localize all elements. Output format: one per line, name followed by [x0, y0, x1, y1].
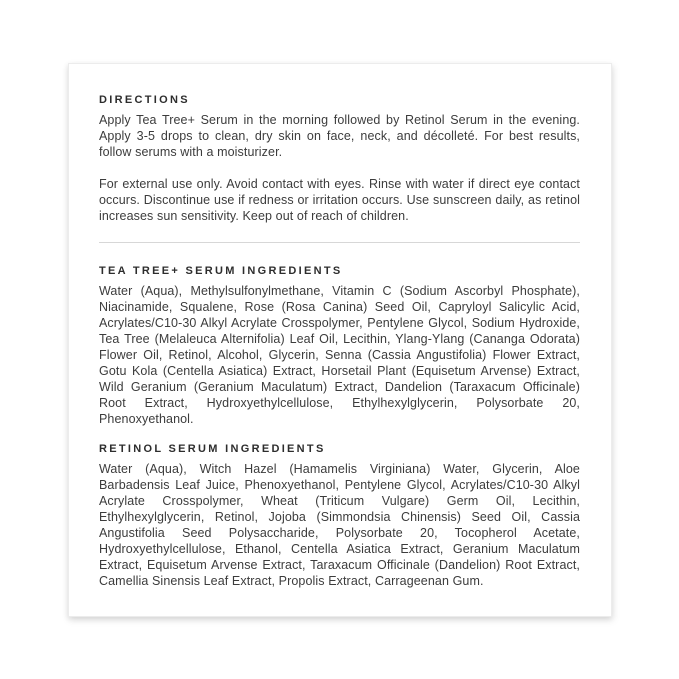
directions-warning-paragraph: For external use only. Avoid contact with eyes. Rinse with water if direct eye contact occurs. Discontinue use if redness or irritation occurs. Use sunscreen daily, as retinol increases sun sensitivity. Keep out of reach of children. [99, 177, 580, 223]
product-label-card [68, 63, 612, 617]
tea-tree-ingredients-heading: TEA TREE+ SERUM INGREDIENTS [99, 265, 343, 277]
directions-section [99, 94, 580, 224]
directions-heading: DIRECTIONS [99, 94, 190, 106]
directions-usage-paragraph: Apply Tea Tree+ Serum in the morning followed by Retinol Serum in the evening. Apply 3-5 drops to clean, dry skin on face, neck, and décolleté. For best results, follow serums with a moisturizer. [99, 113, 580, 159]
tea-tree-ingredients-list: Water (Aqua), Methylsulfonylmethane, Vitamin C (Sodium Ascorbyl Phosphate), Niacinamide, Squalene, Rose (Rosa Canina) Seed Oil, Capryloyl Salicylic Acid, Acrylates/C10-30 Alkyl Acrylate Crosspolymer, Pentylene Glycol, Sodium Hydroxide, Tea Tree (Melaleuca Alternifolia) Leaf Oil, Lecithin, Ylang-Ylang (Cananga Odorata) Flower Oil, Retinol, Alcohol, Glycerin, Senna (Cassia Angustifolia) Flower Extract, Gotu Kola (Centella Asiatica) Extract, Horsetail Plant (Equisetum Arvense) Extract, Wild Geranium (Geranium Maculatum) Extract, Dandelion (Taraxacum Officinale) Root Extract, Hydroxyethylcellulose, Ethylhexylglycerin, Polysorbate 20, Phenoxyethanol. [99, 284, 580, 426]
tea-tree-ingredients-section [99, 265, 580, 427]
section-divider [99, 242, 580, 243]
retinol-ingredients-list: Water (Aqua), Witch Hazel (Hamamelis Virginiana) Water, Glycerin, Aloe Barbadensis Leaf Juice, Phenoxyethanol, Pentylene Glycol, Acrylates/C10-30 Alkyl Acrylate Crosspolymer, Wheat (Triticum Vulgare) Germ Oil, Lecithin, Ethylhexylglycerin, Retinol, Jojoba (Simmondsia Chinensis) Seed Oil, Cassia Angustifolia Seed Polysaccharide, Polysorbate 20, Tocopherol Acetate, Hydroxyethylcellulose, Ethanol, Centella Asiatica Extract, Geranium Maculatum Extract, Equisetum Arvense Extract, Taraxacum Officinale (Dandelion) Root Extract, Camellia Sinensis Leaf Extract, Propolis Extract, Carrageenan Gum. [99, 462, 580, 588]
retinol-ingredients-heading: RETINOL SERUM INGREDIENTS [99, 443, 326, 455]
retinol-ingredients-section [99, 443, 580, 589]
